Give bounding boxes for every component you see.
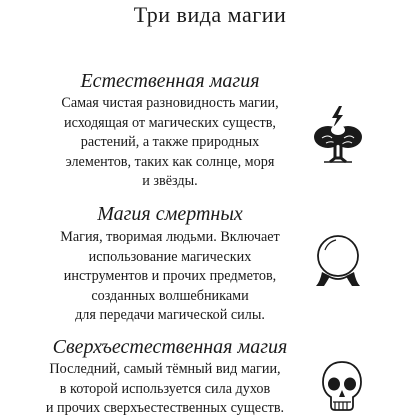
text-line: для передачи магической силы. <box>75 307 265 324</box>
text-line: элементов, таких как солнце, моря <box>65 153 275 170</box>
section-text-natural-magic <box>20 94 320 192</box>
section-text-supernatural-magic <box>10 360 320 419</box>
text-line: растений, а также природных <box>80 134 260 151</box>
section-text-mortal-magic <box>20 228 320 326</box>
text-line: Последний, самый тёмный вид магии, <box>49 361 281 377</box>
text-line: Магия, творимая людьми. Включает <box>60 229 280 245</box>
text-line: использование магических <box>88 248 252 265</box>
section-heading-mortal-magic: Магия смертных <box>97 203 243 225</box>
section-heading-natural-magic: Естественная магия <box>80 70 260 92</box>
text-line: и прочих сверхъестественных существ. <box>45 400 285 417</box>
text-line: Самая чистая разновидность магии, <box>61 95 279 111</box>
page-title: Три вида магии <box>133 2 287 27</box>
text-line: созданных волшебниками <box>91 287 249 304</box>
text-line: инструментов и прочих предметов, <box>63 268 277 285</box>
text-line: исходящая от магических существ, <box>64 114 276 131</box>
skull-icon <box>320 360 364 416</box>
text-line: и звёзды. <box>142 173 198 190</box>
section-heading-supernatural-magic: Сверхъестественная магия <box>52 336 288 358</box>
crystal-ball-icon <box>312 232 364 296</box>
lightning-tree-icon <box>310 104 366 164</box>
text-line: в которой используется сила духов <box>59 380 271 397</box>
